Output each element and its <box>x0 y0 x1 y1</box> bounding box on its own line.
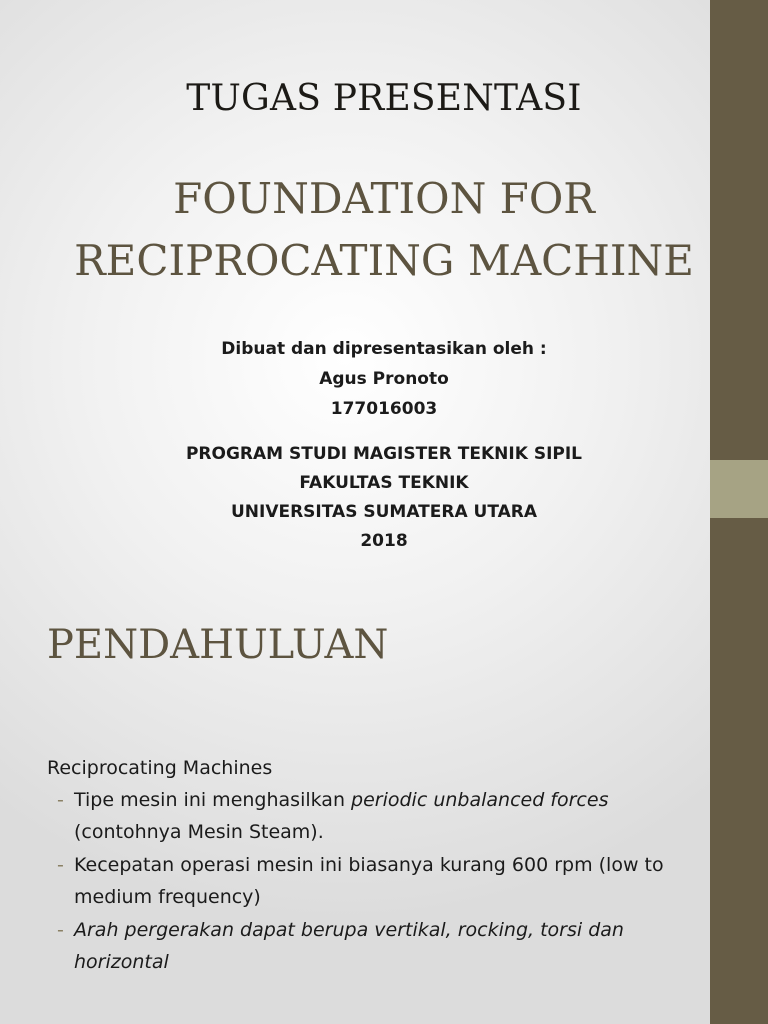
bullet-item-1 <box>47 784 667 848</box>
faculty-name: FAKULTAS TEKNIK <box>299 473 469 493</box>
author-block <box>0 334 768 424</box>
presentation-heading: TUGAS PRESENTASI <box>186 78 582 119</box>
subject-title-line-1: FOUNDATION FOR <box>173 174 595 223</box>
student-id: 177016003 <box>330 399 438 419</box>
bullet-dash-icon: - <box>57 919 64 941</box>
bullet-dash-icon: - <box>57 854 64 876</box>
bullet-item-2 <box>47 849 667 913</box>
bullet-3-emphasis: Arah pergerakan dapat berupa vertikal, rocking, torsi dan horizontal <box>74 919 624 973</box>
institution-block <box>0 440 768 556</box>
bullet-1-text-end: (contohnya Mesin Steam). <box>74 821 324 843</box>
bullet-1-text-start: Tipe mesin ini menghasilkan <box>74 789 352 811</box>
program-name: PROGRAM STUDI MAGISTER TEKNIK SIPIL <box>185 444 583 464</box>
author-label: Dibuat dan dipresentasikan oleh : <box>221 339 547 359</box>
university-name: UNIVERSITAS SUMATERA UTARA <box>230 502 538 522</box>
bullet-2-text: Kecepatan operasi mesin ini biasanya kurang 600 rpm (low to medium frequency) <box>74 854 664 908</box>
year: 2018 <box>360 531 408 551</box>
subject-title-line-2: RECIPROCATING MACHINE <box>74 236 694 285</box>
subject-title <box>0 168 768 292</box>
section-body <box>47 752 667 978</box>
intro-text: Reciprocating Machines <box>47 757 273 779</box>
bullet-dash-icon: - <box>57 789 64 811</box>
bullet-item-3 <box>47 914 667 978</box>
author-name: Agus Pronoto <box>319 369 449 389</box>
section-title: PENDAHULUAN <box>47 622 389 668</box>
bullet-1-emphasis: periodic unbalanced forces <box>351 789 609 811</box>
